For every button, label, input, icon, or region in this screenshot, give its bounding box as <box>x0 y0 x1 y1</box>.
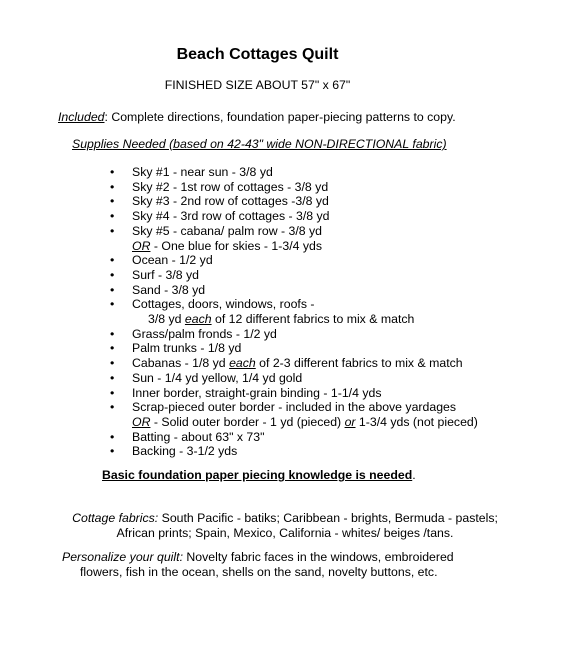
knowledge-note <box>102 468 416 483</box>
list-item <box>110 327 478 342</box>
bullet: • <box>110 267 115 282</box>
or-emphasis: or <box>344 414 356 429</box>
cottage-fabrics-line-1 <box>0 511 570 526</box>
supplies-heading: Supplies Needed (based on 42-43" wide NON-DIRECTIONAL fabric) <box>72 137 447 151</box>
supply-continuation <box>132 312 478 327</box>
or-emphasis: OR <box>132 414 151 429</box>
bullet: • <box>110 165 115 179</box>
list-item <box>110 180 478 195</box>
knowledge-note-period: . <box>412 468 416 482</box>
personalize-line-1 <box>62 550 454 565</box>
supply-text: Palm trunks - 1/8 yd <box>132 341 242 356</box>
bullet: • <box>110 326 115 341</box>
supply-text: Ocean - 1/2 yd <box>132 253 213 268</box>
supplies-list <box>110 165 478 459</box>
supply-text: Cottages, doors, windows, roofs - <box>132 297 315 312</box>
supply-text: Sun - 1/4 yd yellow, 1/4 yd gold <box>132 370 303 385</box>
bullet: • <box>110 209 115 224</box>
list-item <box>110 253 478 268</box>
list-item <box>110 283 478 298</box>
supply-text: of 2-3 different fabrics to mix & match <box>255 356 463 371</box>
bullet: • <box>110 444 115 459</box>
supply-text: - One blue for skies - 1-3/4 yds <box>150 238 322 253</box>
each-emphasis: each <box>229 356 256 371</box>
finished-size: FINISHED SIZE ABOUT 57" x 67" <box>164 78 351 92</box>
personalize-label: Personalize your quilt: <box>62 550 183 564</box>
list-item <box>110 268 478 283</box>
list-item <box>110 209 478 224</box>
bullet: • <box>110 194 115 209</box>
cottage-fabrics-line-2: African prints; Spain, Mexico, California - whites/ beiges /tans. <box>116 526 454 540</box>
cottage-fabrics-label: Cottage fabrics: <box>72 511 159 525</box>
list-item <box>110 165 478 180</box>
supply-text: Sand - 3/8 yd <box>132 282 206 297</box>
knowledge-note-text: Basic foundation paper piecing knowledge is needed <box>102 468 413 482</box>
bullet: • <box>110 223 115 238</box>
supply-text: Sky #2 - 1st row of cottages - 3/8 yd <box>132 179 329 194</box>
list-item <box>110 400 478 429</box>
list-item <box>110 297 478 326</box>
list-item <box>110 341 478 356</box>
supply-text: Surf - 3/8 yd <box>132 267 199 282</box>
included-text: : Complete directions, foundation paper-piecing patterns to copy. <box>104 110 456 124</box>
list-item <box>110 194 478 209</box>
supply-text: Cabanas - 1/8 yd <box>132 356 230 371</box>
bullet: • <box>110 370 115 385</box>
bullet: • <box>110 385 115 400</box>
or-emphasis: OR <box>132 238 151 253</box>
supply-text: Sky #4 - 3rd row of cottages - 3/8 yd <box>132 209 330 224</box>
included-label: Included <box>58 110 105 124</box>
list-item <box>110 430 478 445</box>
bullet: • <box>110 179 115 194</box>
supply-text: Grass/palm fronds - 1/2 yd <box>132 326 277 341</box>
supply-text: Scrap-pieced outer border - included in the above yardages <box>132 400 457 415</box>
supply-text: Backing - 3-1/2 yds <box>132 444 238 459</box>
supply-continuation <box>132 239 478 254</box>
personalize-line-2: flowers, fish in the ocean, shells on the sand, novelty buttons, etc. <box>80 565 438 579</box>
bullet: • <box>110 253 115 268</box>
list-item <box>110 224 478 253</box>
included-line <box>58 110 456 125</box>
bullet: • <box>110 400 115 415</box>
bullet: • <box>110 297 115 312</box>
supply-text: Sky #3 - 2nd row of cottages -3/8 yd <box>132 194 329 209</box>
list-item <box>110 371 478 386</box>
bullet: • <box>110 282 115 297</box>
bullet: • <box>110 356 115 371</box>
supply-text: Inner border, straight-grain binding - 1-1/4 yds <box>132 385 382 400</box>
supply-continuation <box>132 415 478 430</box>
bullet: • <box>110 341 115 356</box>
list-item <box>110 386 478 401</box>
supply-text: - Solid outer border - 1 yd (pieced) <box>150 414 345 429</box>
list-item <box>110 356 478 371</box>
each-emphasis: each <box>184 312 212 327</box>
supply-text: Sky #1 - near sun - 3/8 yd <box>132 165 273 179</box>
cottage-fabrics <box>0 511 570 541</box>
cottage-fabrics-text: South Pacific - batiks; Caribbean - brights, Bermuda - pastels; <box>158 511 498 525</box>
supply-text: 3/8 yd <box>148 312 185 327</box>
supply-text: 1-3/4 yds (not pieced) <box>355 414 478 429</box>
supply-text: Batting - about 63" x 73" <box>132 429 265 444</box>
bullet: • <box>110 429 115 444</box>
personalize-text: Novelty fabric faces in the windows, embroidered <box>182 550 454 564</box>
supply-text: of 12 different fabrics to mix & match <box>211 312 415 327</box>
page-title: Beach Cottages Quilt <box>176 46 339 63</box>
supply-text: Sky #5 - cabana/ palm row - 3/8 yd <box>132 223 323 238</box>
list-item <box>110 444 478 459</box>
